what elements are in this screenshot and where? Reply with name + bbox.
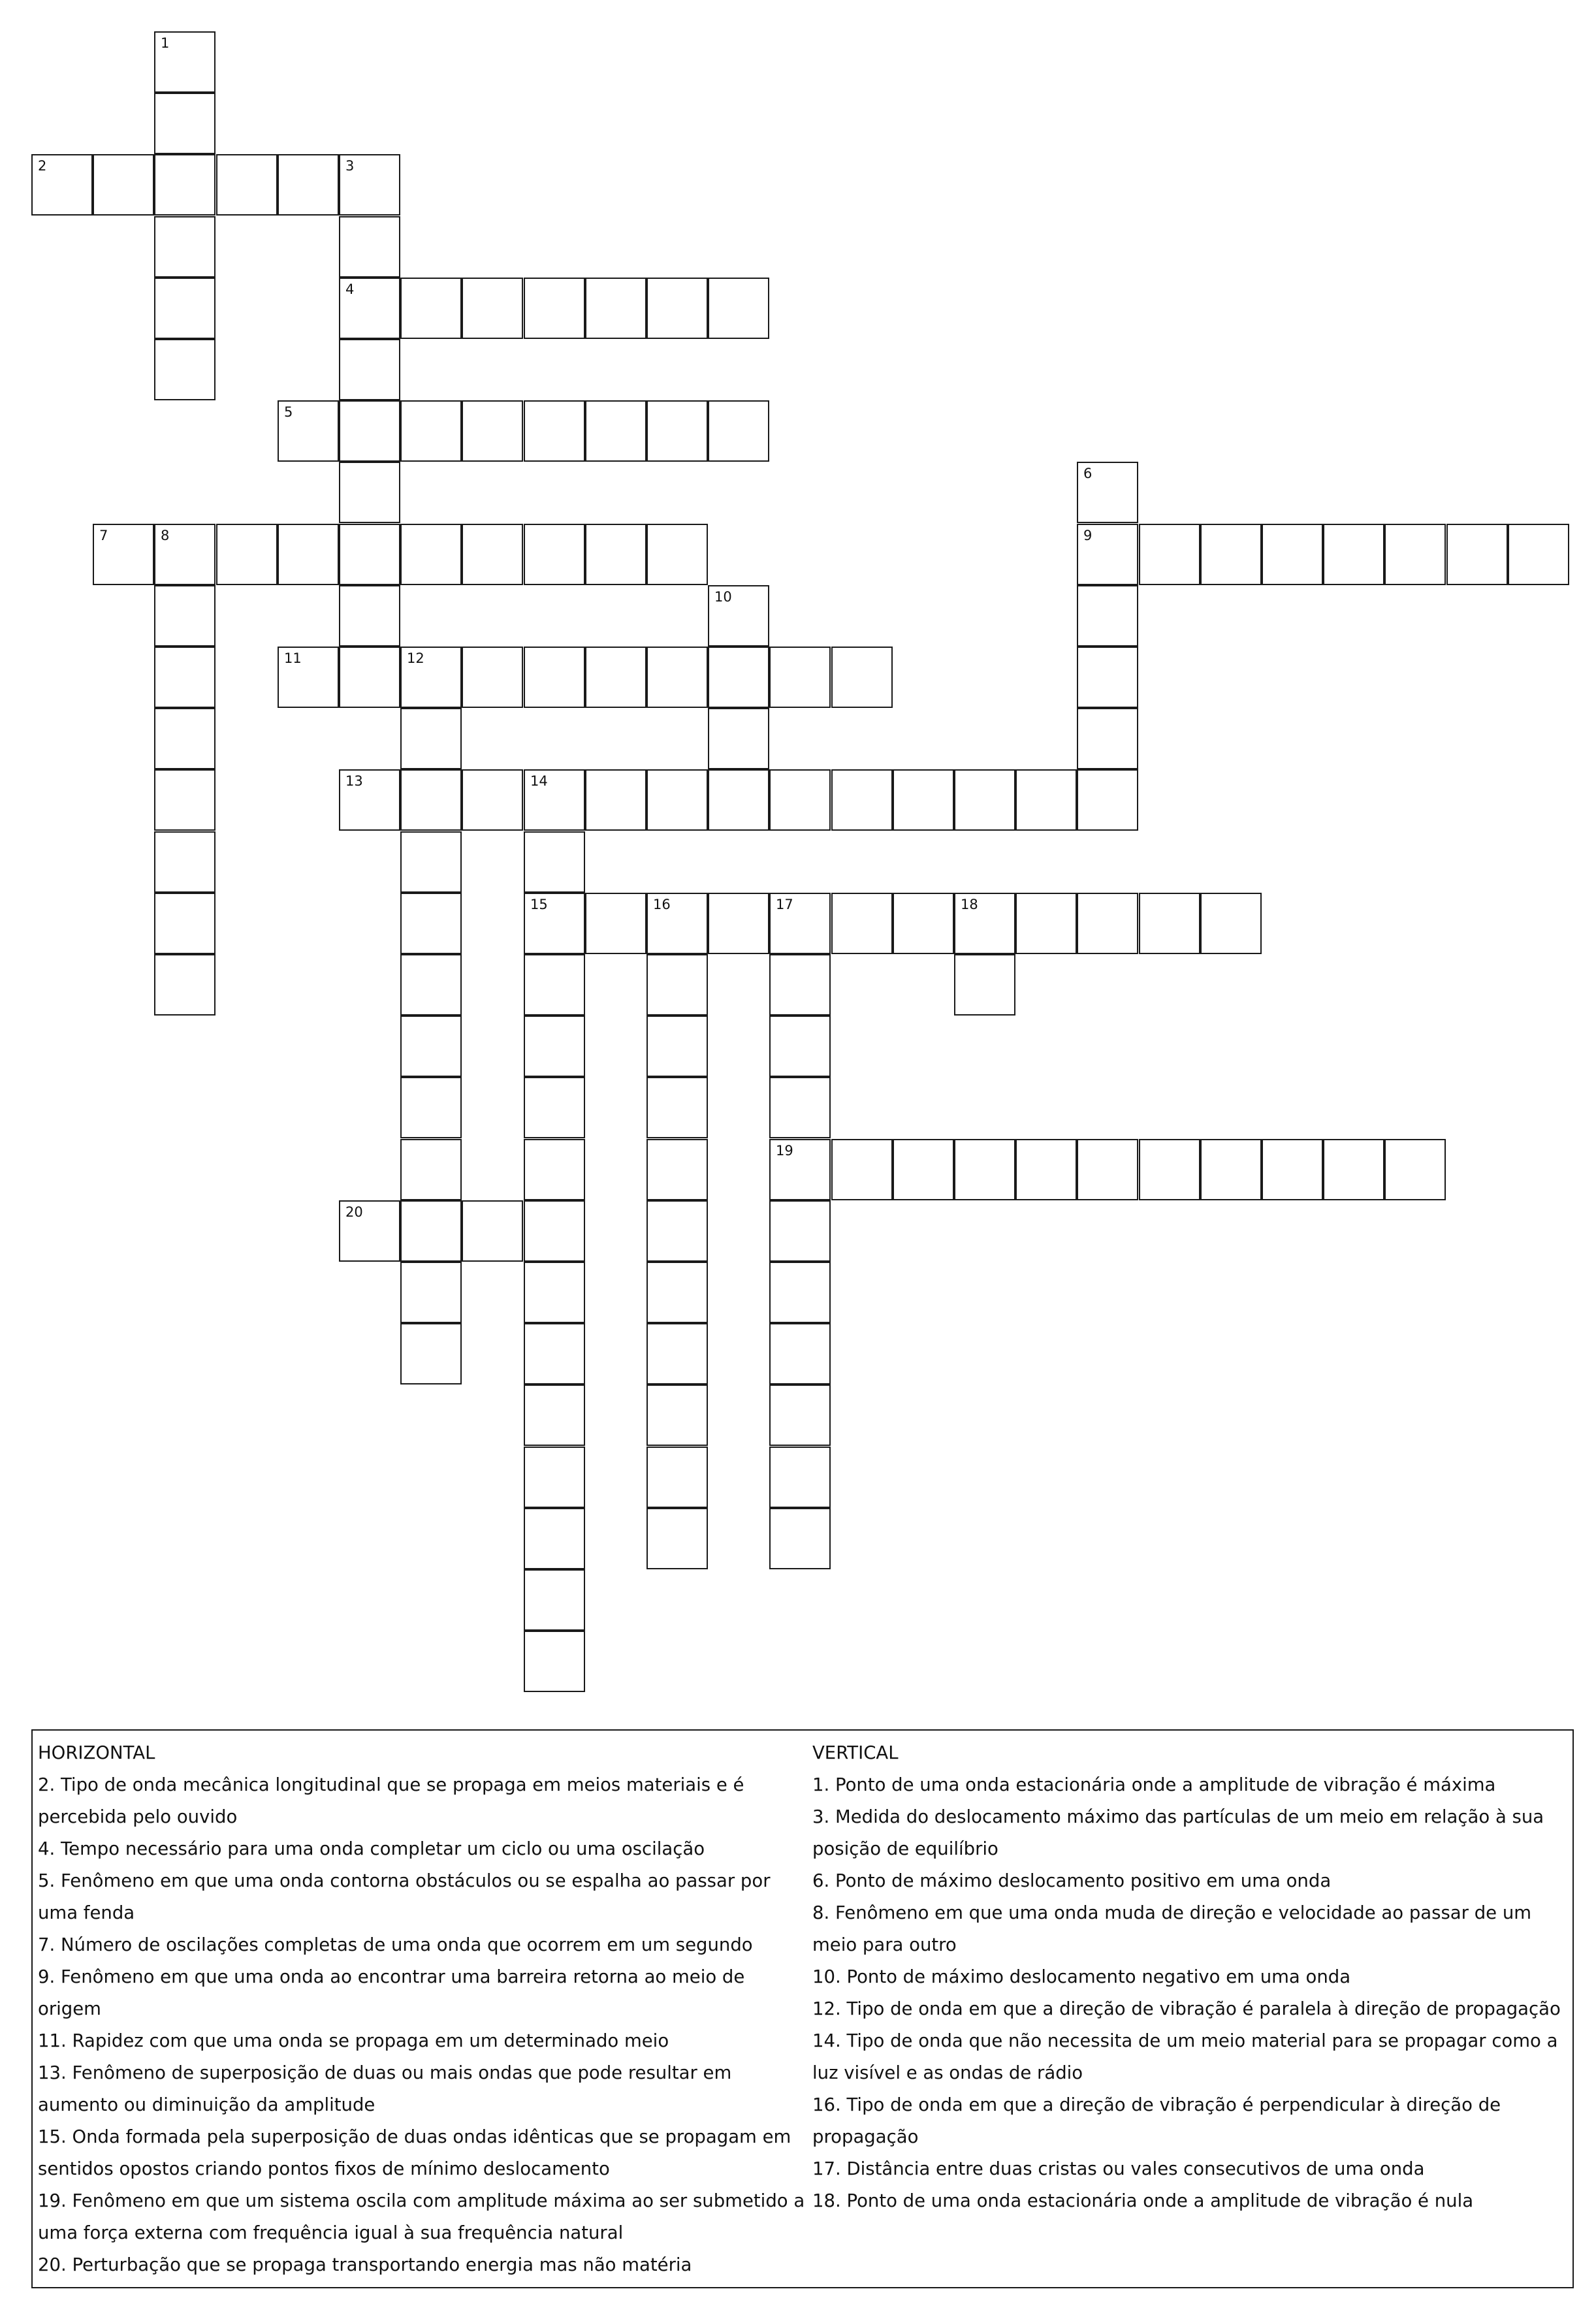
crossword-cell[interactable] bbox=[216, 524, 278, 585]
crossword-cell[interactable] bbox=[1384, 524, 1446, 585]
across-clues bbox=[38, 1737, 812, 2281]
down-clue: 6. Ponto de máximo deslocamento positivo em uma onda bbox=[812, 1870, 1332, 1891]
crossword-cell[interactable] bbox=[1139, 893, 1200, 954]
down-clue: 3. Medida do deslocamento máximo das partículas de um meio em relação à sua posição de equilíbrio bbox=[812, 1806, 1544, 1859]
crossword-cell[interactable] bbox=[708, 278, 769, 339]
crossword-cell[interactable] bbox=[769, 1323, 831, 1384]
crossword-cell[interactable] bbox=[1077, 462, 1138, 523]
crossword-cell[interactable] bbox=[462, 1200, 523, 1262]
crossword-cell[interactable] bbox=[154, 524, 215, 585]
crossword-cell[interactable] bbox=[1323, 1139, 1384, 1200]
crossword-cell[interactable] bbox=[524, 1323, 585, 1384]
crossword-cell[interactable] bbox=[400, 647, 462, 708]
crossword-cell[interactable] bbox=[339, 339, 400, 400]
crossword-cell[interactable] bbox=[1323, 524, 1384, 585]
crossword-cell[interactable] bbox=[154, 893, 215, 954]
crossword-cell[interactable] bbox=[400, 893, 462, 954]
crossword-cell[interactable] bbox=[278, 154, 339, 216]
crossword-cell[interactable] bbox=[1200, 893, 1262, 954]
crossword-cell[interactable] bbox=[646, 1016, 708, 1077]
crossword-cell[interactable] bbox=[646, 1077, 708, 1138]
crossword-cell[interactable] bbox=[339, 400, 400, 462]
crossword-cell[interactable] bbox=[154, 278, 215, 339]
crossword-cell[interactable] bbox=[339, 278, 400, 339]
crossword-cell[interactable] bbox=[524, 1077, 585, 1138]
down-clue: 8. Fenômeno em que uma onda muda de direção e velocidade ao passar de um meio para outro bbox=[812, 1902, 1532, 1955]
crossword-cell[interactable] bbox=[154, 31, 215, 93]
crossword-cell[interactable] bbox=[339, 647, 400, 708]
crossword-cell[interactable] bbox=[462, 278, 523, 339]
clue-number: 6 bbox=[1083, 466, 1093, 481]
crossword-cell[interactable] bbox=[1077, 647, 1138, 708]
crossword-cell[interactable] bbox=[524, 954, 585, 1016]
clue-number: 19 bbox=[776, 1143, 793, 1159]
crossword-cell[interactable] bbox=[831, 647, 893, 708]
crossword-cell[interactable] bbox=[769, 1200, 831, 1262]
clue-number: 8 bbox=[161, 528, 170, 543]
crossword-cell[interactable] bbox=[462, 524, 523, 585]
crossword-cell[interactable] bbox=[154, 647, 215, 708]
crossword-cell[interactable] bbox=[646, 1384, 708, 1446]
crossword-cell[interactable] bbox=[339, 1200, 400, 1262]
crossword-cell[interactable] bbox=[278, 400, 339, 462]
crossword-cell[interactable] bbox=[1508, 524, 1569, 585]
crossword-cell[interactable] bbox=[769, 1262, 831, 1323]
crossword-cell[interactable] bbox=[893, 769, 954, 831]
crossword-cell[interactable] bbox=[400, 1262, 462, 1323]
crossword-cell[interactable] bbox=[524, 1262, 585, 1323]
crossword-cell[interactable] bbox=[708, 708, 769, 769]
clue-number: 15 bbox=[530, 897, 548, 912]
crossword-cell[interactable] bbox=[278, 647, 339, 708]
down-header: VERTICAL bbox=[812, 1742, 899, 1763]
across-clue: 13. Fenômeno de superposição de duas ou mais ondas que pode resultar em aumento ou diminuição da amplitude bbox=[38, 2062, 732, 2115]
crossword-cell[interactable] bbox=[769, 647, 831, 708]
clue-number: 17 bbox=[776, 897, 793, 912]
crossword-cell[interactable] bbox=[1015, 769, 1077, 831]
crossword-cell[interactable] bbox=[31, 154, 93, 216]
crossword-cell[interactable] bbox=[400, 769, 462, 831]
crossword-cell[interactable] bbox=[524, 1631, 585, 1692]
crossword-cell[interactable] bbox=[1015, 1139, 1077, 1200]
crossword-cell[interactable] bbox=[646, 893, 708, 954]
clue-number: 3 bbox=[345, 158, 355, 174]
clue-number: 13 bbox=[345, 773, 363, 789]
crossword-cell[interactable] bbox=[154, 769, 215, 831]
crossword-cell[interactable] bbox=[524, 1016, 585, 1077]
clue-number: 9 bbox=[1083, 528, 1093, 543]
crossword-cell[interactable] bbox=[524, 1569, 585, 1631]
crossword-cell[interactable] bbox=[893, 1139, 954, 1200]
crossword-cell[interactable] bbox=[524, 524, 585, 585]
down-clue: 16. Tipo de onda em que a direção de vibração é perpendicular à direção de propagação bbox=[812, 2094, 1501, 2147]
crossword-cell[interactable] bbox=[585, 278, 646, 339]
crossword-cell[interactable] bbox=[93, 154, 154, 216]
clue-number: 12 bbox=[407, 650, 424, 666]
crossword-cell[interactable] bbox=[769, 1508, 831, 1569]
crossword-cell[interactable] bbox=[954, 769, 1015, 831]
crossword-cell[interactable] bbox=[769, 769, 831, 831]
crossword-cell[interactable] bbox=[400, 1323, 462, 1384]
crossword-cell[interactable] bbox=[646, 524, 708, 585]
crossword-cell[interactable] bbox=[646, 278, 708, 339]
crossword-cell[interactable] bbox=[154, 93, 215, 154]
across-clue: 20. Perturbação que se propaga transportando energia mas não matéria bbox=[38, 2254, 692, 2275]
crossword-cell[interactable] bbox=[646, 954, 708, 1016]
down-clue: 17. Distância entre duas cristas ou vales consecutivos de uma onda bbox=[812, 2158, 1425, 2179]
crossword-cell[interactable] bbox=[1446, 524, 1508, 585]
crossword-cell[interactable] bbox=[708, 647, 769, 708]
crossword-cell[interactable] bbox=[585, 647, 646, 708]
clue-number: 18 bbox=[961, 897, 978, 912]
clue-number: 5 bbox=[284, 404, 293, 420]
crossword-cell[interactable] bbox=[954, 954, 1015, 1016]
crossword-cell[interactable] bbox=[339, 524, 400, 585]
across-header: HORIZONTAL bbox=[38, 1742, 155, 1763]
crossword-cell[interactable] bbox=[1077, 585, 1138, 647]
across-clue: 7. Número de oscilações completas de uma onda que ocorrem em um segundo bbox=[38, 1934, 753, 1955]
crossword-cell[interactable] bbox=[462, 769, 523, 831]
crossword-cell[interactable] bbox=[524, 769, 585, 831]
down-clue: 12. Tipo de onda em que a direção de vibração é paralela à direção de propagação bbox=[812, 1998, 1561, 2019]
crossword-cell[interactable] bbox=[216, 154, 278, 216]
crossword-cell[interactable] bbox=[585, 400, 646, 462]
crossword-cell[interactable] bbox=[831, 1139, 893, 1200]
down-clue: 18. Ponto de uma onda estacionária onde a amplitude de vibração é nula bbox=[812, 2190, 1474, 2211]
across-clue: 15. Onda formada pela superposição de duas ondas idênticas que se propagam em sentidos opostos criando pontos fixos de mínimo deslocamento bbox=[38, 2126, 791, 2179]
crossword-cell[interactable] bbox=[400, 1200, 462, 1262]
crossword-cell[interactable] bbox=[154, 216, 215, 278]
crossword-cell[interactable] bbox=[339, 462, 400, 523]
crossword-cell[interactable] bbox=[524, 1508, 585, 1569]
down-clue: 10. Ponto de máximo deslocamento negativo em uma onda bbox=[812, 1966, 1351, 1987]
crossword-cell[interactable] bbox=[831, 893, 893, 954]
clue-number: 10 bbox=[714, 589, 732, 605]
crossword-cell[interactable] bbox=[893, 893, 954, 954]
crossword-cell[interactable] bbox=[524, 893, 585, 954]
down-clues bbox=[812, 1737, 1570, 2217]
crossword-cell[interactable] bbox=[154, 954, 215, 1016]
crossword-cell[interactable] bbox=[646, 647, 708, 708]
crossword-cell[interactable] bbox=[646, 1200, 708, 1262]
across-clue: 9. Fenômeno em que uma onda ao encontrar uma barreira retorna ao meio de origem bbox=[38, 1966, 745, 2019]
crossword-cell[interactable] bbox=[1262, 524, 1323, 585]
crossword-cell[interactable] bbox=[708, 769, 769, 831]
across-clue: 5. Fenômeno em que uma onda contorna obstáculos ou se espalha ao passar por uma fenda bbox=[38, 1870, 771, 1923]
crossword-cell[interactable] bbox=[646, 769, 708, 831]
crossword-cell[interactable] bbox=[646, 400, 708, 462]
crossword-cell[interactable] bbox=[524, 1200, 585, 1262]
crossword-cell[interactable] bbox=[339, 769, 400, 831]
crossword-cell[interactable] bbox=[769, 1016, 831, 1077]
clue-number: 1 bbox=[161, 35, 170, 51]
crossword-cell[interactable] bbox=[1077, 769, 1138, 831]
crossword-cell[interactable] bbox=[524, 1139, 585, 1200]
crossword-cell[interactable] bbox=[769, 1077, 831, 1138]
down-clue: 14. Tipo de onda que não necessita de um meio material para se propagar como a luz visível e as ondas de rádio bbox=[812, 2030, 1558, 2083]
crossword-cell[interactable] bbox=[1139, 524, 1200, 585]
crossword-cell[interactable] bbox=[154, 708, 215, 769]
crossword-cell[interactable] bbox=[400, 708, 462, 769]
crossword-cell[interactable] bbox=[769, 1139, 831, 1200]
clue-number: 4 bbox=[345, 281, 355, 297]
crossword-cell[interactable] bbox=[954, 893, 1015, 954]
clue-number: 11 bbox=[284, 650, 302, 666]
crossword-cell[interactable] bbox=[400, 1077, 462, 1138]
crossword-cell[interactable] bbox=[524, 831, 585, 893]
crossword-cell[interactable] bbox=[1077, 1139, 1138, 1200]
clue-number: 14 bbox=[530, 773, 548, 789]
crossword-cell[interactable] bbox=[708, 400, 769, 462]
crossword-cell[interactable] bbox=[646, 1447, 708, 1508]
crossword-cell[interactable] bbox=[400, 400, 462, 462]
crossword-cell[interactable] bbox=[400, 831, 462, 893]
crossword-cell[interactable] bbox=[278, 524, 339, 585]
crossword-cell[interactable] bbox=[400, 278, 462, 339]
crossword-cell[interactable] bbox=[769, 954, 831, 1016]
crossword-cell[interactable] bbox=[400, 1016, 462, 1077]
crossword-cell[interactable] bbox=[1077, 524, 1138, 585]
crossword-cell[interactable] bbox=[585, 524, 646, 585]
crossword-cell[interactable] bbox=[1200, 524, 1262, 585]
crossword-cell[interactable] bbox=[769, 893, 831, 954]
crossword-cell[interactable] bbox=[339, 216, 400, 278]
crossword-cell[interactable] bbox=[339, 585, 400, 647]
clue-number: 20 bbox=[345, 1204, 363, 1220]
crossword-cell[interactable] bbox=[400, 524, 462, 585]
crossword-cell[interactable] bbox=[1139, 1139, 1200, 1200]
crossword-cell[interactable] bbox=[400, 1139, 462, 1200]
crossword-cell[interactable] bbox=[585, 769, 646, 831]
crossword-cell[interactable] bbox=[1384, 1139, 1446, 1200]
crossword-cell[interactable] bbox=[831, 769, 893, 831]
crossword-cell[interactable] bbox=[400, 954, 462, 1016]
crossword-cell[interactable] bbox=[93, 524, 154, 585]
crossword-cell[interactable] bbox=[524, 1384, 585, 1446]
crossword-cell[interactable] bbox=[646, 1323, 708, 1384]
crossword-cell[interactable] bbox=[524, 400, 585, 462]
crossword-cell[interactable] bbox=[524, 647, 585, 708]
crossword-cell[interactable] bbox=[646, 1262, 708, 1323]
crossword-cell[interactable] bbox=[154, 831, 215, 893]
clue-number: 16 bbox=[653, 897, 671, 912]
crossword-cell[interactable] bbox=[154, 585, 215, 647]
crossword-cell[interactable] bbox=[1262, 1139, 1323, 1200]
crossword-cell[interactable] bbox=[769, 1447, 831, 1508]
clues-box bbox=[31, 1729, 1574, 2288]
crossword-cell[interactable] bbox=[1015, 893, 1077, 954]
clue-number: 2 bbox=[38, 158, 47, 174]
crossword-cell[interactable] bbox=[585, 893, 646, 954]
crossword-cell[interactable] bbox=[769, 1384, 831, 1446]
crossword-cell[interactable] bbox=[462, 400, 523, 462]
crossword-cell[interactable] bbox=[154, 154, 215, 216]
across-clue: 11. Rapidez com que uma onda se propaga em um determinado meio bbox=[38, 2030, 669, 2051]
clue-number: 7 bbox=[99, 528, 108, 543]
crossword-cell[interactable] bbox=[524, 278, 585, 339]
crossword-cell[interactable] bbox=[708, 893, 769, 954]
across-clue: 2. Tipo de onda mecânica longitudinal que se propaga em meios materiais e é percebida pelo ouvido bbox=[38, 1774, 744, 1827]
crossword-cell[interactable] bbox=[708, 585, 769, 647]
crossword-cell[interactable] bbox=[646, 1508, 708, 1569]
crossword-cell[interactable] bbox=[1200, 1139, 1262, 1200]
crossword-cell[interactable] bbox=[954, 1139, 1015, 1200]
crossword-cell[interactable] bbox=[646, 1139, 708, 1200]
crossword-cell[interactable] bbox=[1077, 708, 1138, 769]
crossword-cell[interactable] bbox=[462, 647, 523, 708]
across-clue: 4. Tempo necessário para uma onda completar um ciclo ou uma oscilação bbox=[38, 1838, 705, 1859]
crossword-cell[interactable] bbox=[339, 154, 400, 216]
crossword-cell[interactable] bbox=[1077, 893, 1138, 954]
across-clue: 19. Fenômeno em que um sistema oscila com amplitude máxima ao ser submetido a uma força externa com frequência igual à sua frequência natural bbox=[38, 2190, 805, 2243]
crossword-cell[interactable] bbox=[154, 339, 215, 400]
crossword-cell[interactable] bbox=[524, 1447, 585, 1508]
down-clue: 1. Ponto de uma onda estacionária onde a amplitude de vibração é máxima bbox=[812, 1774, 1496, 1795]
